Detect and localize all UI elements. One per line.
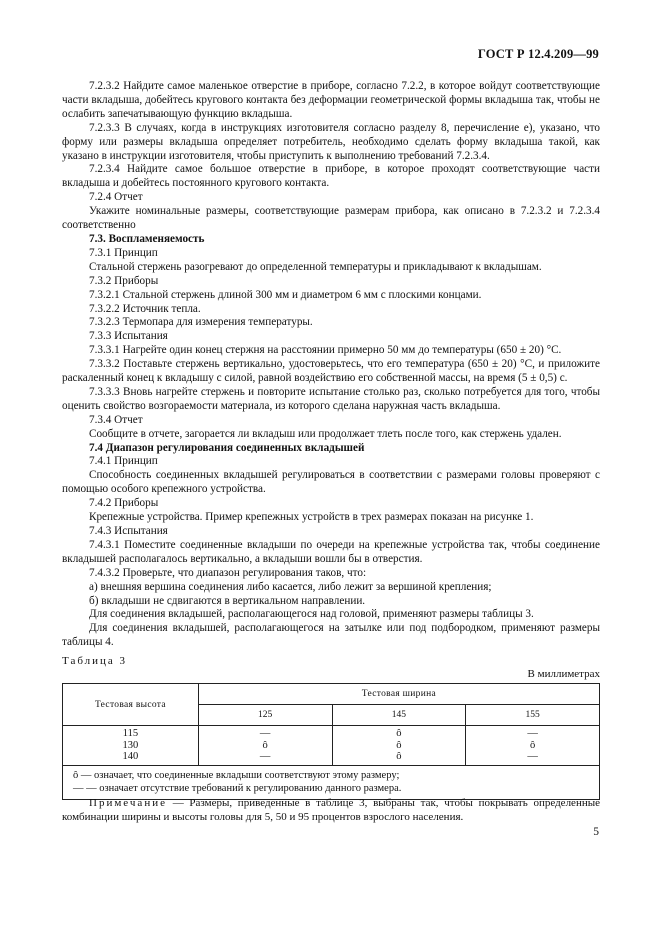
table-cell: ô <box>262 739 268 751</box>
heading-7-3-2: 7.3.2 Приборы <box>89 274 159 287</box>
height-130: 130 <box>122 739 139 751</box>
paragraph-table4-ref: Для соединения вкладышей, располагающегося на затылке или под подбородком, применяют размеры таблицы 4. <box>62 622 600 649</box>
table-cell: — <box>259 751 271 762</box>
paragraph-7-3-3-3: 7.3.3.3 Вновь нагрейте стержень и повторите испытание столько раз, сколько потребуется для того, чтобы оценить свойство возгораемости материала, из которого сделана наружная часть вкладыша. <box>62 385 600 412</box>
paragraph-7-3-2-2: 7.3.2.2 Источник тепла. <box>89 302 201 315</box>
paragraph-table3-ref: Для соединения вкладышей, располагающегося над головой, применяют размеры таблицы 3. <box>89 608 534 621</box>
heading-7-2-4: 7.2.4 Отчет <box>89 191 143 204</box>
table-note <box>62 797 600 824</box>
heading-7-3-3: 7.3.3 Испытания <box>89 330 168 343</box>
table-data-row <box>63 726 600 766</box>
table-cell: — <box>527 751 538 762</box>
height-values <box>63 726 199 766</box>
paragraph-7-2-3-2: 7.2.3.2 Найдите самое маленькое отверстие в приборе, согласно 7.2.2, в которое войдут соответствующие части вкладыша, добейтесь кругового контакта без деформации геометрической формы вкладыша так, чтобы не ослабить запечатывающую функцию вкладыша. <box>62 80 600 120</box>
paragraph-7-4-3-2: 7.4.3.2 Проверьте, что диапазон регулирования таков, что: <box>89 566 367 579</box>
table-caption: Таблица 3 <box>62 655 128 667</box>
column-width-145 <box>332 726 466 766</box>
header-test-height: Тестовая высота <box>63 684 199 726</box>
paragraph-7-3-2-1: 7.3.2.1 Стальной стержень длиной 300 мм и диаметром 6 мм с плоскими концами. <box>89 288 482 301</box>
table-cell: ô <box>396 739 402 751</box>
paragraph-principle-7-4: Способность соединенных вкладышей регулироваться в соответствии с размерами головы проверяют с помощью особого крепежного устройства. <box>62 469 600 496</box>
heading-7-4-1: 7.4.1 Принцип <box>89 455 158 468</box>
paragraph-fixtures: Крепежные устройства. Пример крепежных устройств в трех размерах показан на рисунке 1. <box>89 511 534 524</box>
document-body <box>62 80 600 650</box>
paragraph-report-flammability: Сообщите в отчете, загорается ли вкладыш или продолжает тлеть после того, как стержень удален. <box>89 427 562 440</box>
width-155: 155 <box>466 705 600 726</box>
paragraph-7-4-3-1: 7.4.3.1 Поместите соединенные вкладыши по очереди на крепежные устройства так, чтобы соединение вкладышей располагалось вертикально, а вкладыши вошли бы в отверстия. <box>62 538 600 565</box>
page-number: 5 <box>593 826 599 838</box>
heading-7-3-1: 7.3.1 Принцип <box>89 246 158 259</box>
list-item-b: б) вкладыши не сдвигаются в вертикальном направлении. <box>89 594 366 607</box>
column-width-125 <box>198 726 332 766</box>
heading-7-4-3: 7.4.3 Испытания <box>89 525 168 537</box>
column-width-155 <box>466 726 600 766</box>
width-125: 125 <box>198 705 332 726</box>
table-units: В миллиметрах <box>527 668 600 680</box>
table-cell: ô <box>530 739 536 751</box>
note-label: Примечание <box>89 797 167 809</box>
paragraph-7-2-3-4: 7.2.3.4 Найдите самое большое отверстие в приборе, в которое проходят соответствующие части вкладыша и добейтесь постоянного кругового контакта. <box>62 163 600 190</box>
paragraph-7-2-3-3: 7.2.3.3 В случаях, когда в инструкциях изготовителя согласно разделу 8, перечисление е), указано, что форму или размеры вкладыша определяет потребитель, необходимо сделать форму вкладыша такой, как указано в инструкции изготовителя, чтобы приступить к выполнению требований 7.2.3.4. <box>62 121 600 162</box>
table-cell: ô <box>396 751 402 762</box>
table-cell: ô <box>396 728 402 739</box>
note-text: — Размеры, приведенные в таблице 3, выбраны так, чтобы покрывать определенные комбинации ширины и высоты головы для 5, 50 и 95 процентов взрослого населения. <box>62 797 600 823</box>
paragraph-report-sizes: Укажите номинальные размеры, соответствующие размерам прибора, как описано в 7.2.3.2 и 7.2.3.4 соответственно <box>62 205 600 232</box>
list-item-a: а) внешняя вершина соединения либо касается, либо лежит за вершиной крепления; <box>89 580 492 593</box>
legend-conforms: ô — означает, что соединенные вкладыши соответствуют этому размеру; <box>73 769 400 781</box>
legend-no-requirement: — — означает отсутствие требований к регулированию данного размера. <box>73 782 402 794</box>
heading-7-3-4: 7.3.4 Отчет <box>89 413 143 426</box>
section-heading-7-4: 7.4 Диапазон регулирования соединенных вкладышей <box>89 441 365 454</box>
heading-7-4-2: 7.4.2 Приборы <box>89 497 159 510</box>
document-header: ГОСТ Р 12.4.209—99 <box>477 47 599 61</box>
height-115: 115 <box>122 728 139 739</box>
paragraph-7-3-3-1: 7.3.3.1 Нагрейте один конец стержня на расстоянии примерно 50 мм до температуры (650 ± 20) °С. <box>89 344 562 357</box>
table-legend <box>63 765 600 799</box>
width-145: 145 <box>332 705 466 726</box>
paragraph-7-3-2-3: 7.3.2.3 Термопара для измерения температуры. <box>89 316 313 329</box>
table-cell: — <box>527 728 538 739</box>
paragraph-7-3-3-2: 7.3.3.2 Поставьте стержень вертикально, удостоверьтесь, что его температура (650 ± 20) °С, и приложите раскаленный конец к вкладышу с силой, равной воздействию его собственной массы, на время (5 ± 0,5) с. <box>62 358 600 385</box>
table-cell: — <box>259 728 271 739</box>
section-heading-7-3: 7.3. Воспламеняемость <box>89 232 205 245</box>
header-test-width: Тестовая ширина <box>198 684 599 705</box>
table-3 <box>62 683 600 800</box>
paragraph-principle-7-3: Стальной стержень разогревают до определенной температуры и прикладывают к вкладышам. <box>89 260 542 273</box>
height-140: 140 <box>122 751 139 762</box>
